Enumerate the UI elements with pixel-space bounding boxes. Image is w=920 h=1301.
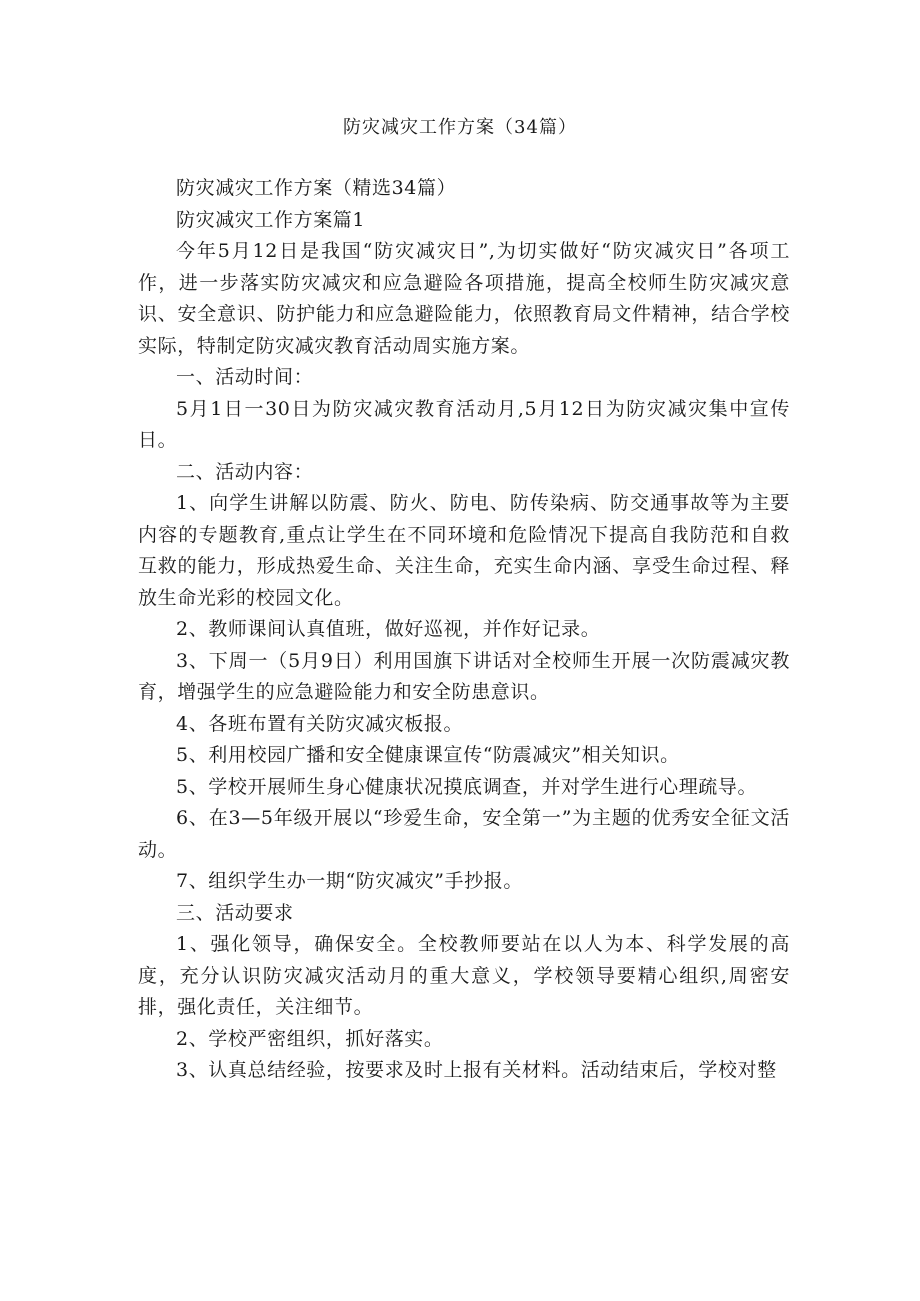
paragraph-requirement-2: 2、学校严密组织，抓好落实。 [176,1027,444,1050]
paragraph-requirement-1: 1、强化领导，确保安全。全校教师要站在以人为本、科学发展的高度，充分认识防灾减灾活动月的重大意义，学校领导要精心组织,周密安排，强化责任，关注细节。 [138,933,790,1018]
paragraph-content-item-7: 7、组织学生办一期“防灾减灾”手抄报。 [176,870,523,892]
heading-activity-content: 二、活动内容： [176,460,314,483]
heading-activity-requirements: 三、活动要求 [176,901,294,924]
paragraph-content-item-3: 3、下周一（5月9日）利用国旗下讲话对全校师生开展一次防震减灾教育，增强学生的应急避险能力和安全防患意识。 [138,649,790,703]
document-title: 防灾减灾工作方案（34篇） [343,117,577,138]
paragraph-content-item-5a: 5、利用校园广播和安全健康课宣传“防震减灾”相关知识。 [176,744,680,766]
paragraph-subtitle: 防灾减灾工作方案（精选34篇） [176,177,457,199]
paragraph-requirement-3: 3、认真总结经验，按要求及时上报有关材料。活动结束后，学校对整 [176,1059,777,1081]
document-body [138,173,790,1087]
paragraph-section-heading: 防灾减灾工作方案篇1 [176,208,366,231]
paragraph-activity-time: 5月1日一30日为防灾减灾教育活动月,5月12日为防灾减灾集中宣传日。 [138,397,790,451]
paragraph-content-item-5b: 5、学校开展师生身心健康状况摸底调查，并对学生进行心理疏导。 [176,775,758,798]
paragraph-content-item-6: 6、在3—5年级开展以“珍爱生命，安全第一”为主题的优秀安全征文活动。 [138,807,790,861]
heading-activity-time: 一、活动时间： [176,366,314,388]
paragraph-intro: 今年5月12日是我国“防灾减灾日”,为切实做好“防灾减灾日”各项工作，进一步落实防灾减灾和应急避险各项措施，提高全校师生防灾减灾意识、安全意识、防护能力和应急避险能力，依照教育局文件精神，结合学校实际，特制定防灾减灾教育活动周实施方案。 [138,240,790,357]
paragraph-content-item-1: 1、向学生讲解以防震、防火、防电、防传染病、防交通事故等为主要内容的专题教育,重点让学生在不同环境和危险情况下提高自我防范和自救互救的能力，形成热爱生命、关注生命，充实生命内涵、享受生命过程、释放生命光彩的校园文化。 [138,492,790,609]
paragraph-content-item-2: 2、教师课间认真值班，做好巡视，并作好记录。 [176,618,601,640]
paragraph-content-item-4: 4、各班布置有关防灾减灾板报。 [176,712,464,735]
